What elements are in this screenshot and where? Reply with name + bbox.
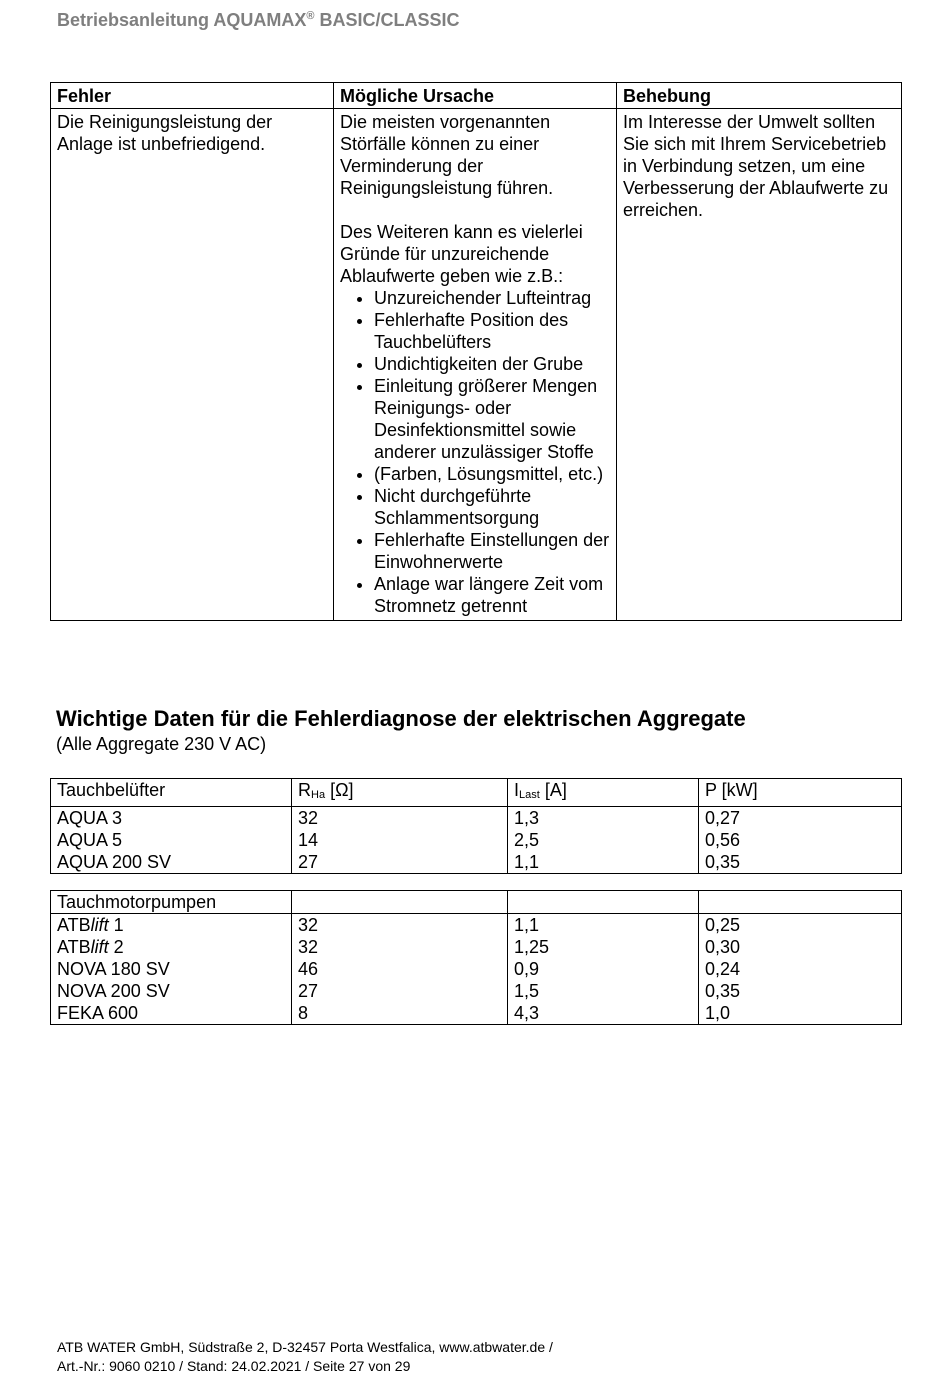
resistance-value: 32 <box>292 914 508 937</box>
pump-name <box>51 958 292 980</box>
column-header-remedy: Behebung <box>617 83 902 109</box>
footer-address: ATB WATER GmbH, Südstraße 2, D-32457 Porta Westfalica, www.atbwater.de / <box>57 1339 553 1355</box>
table-row <box>51 851 902 874</box>
empty-header-cell <box>508 891 699 914</box>
current-value: 1,1 <box>508 851 699 874</box>
current-value: 1,25 <box>508 936 699 958</box>
power-value: 0,30 <box>699 936 902 958</box>
remedy-cell <box>617 109 902 621</box>
pump-name-prefix: ATB <box>57 937 91 957</box>
pump-name-prefix: NOVA 180 SV <box>57 959 170 979</box>
pump-name <box>51 936 292 958</box>
current-unit: [A] <box>539 780 567 800</box>
current-value: 2,5 <box>508 829 699 851</box>
column-header-pump: Tauchmotorpumpen <box>51 891 292 914</box>
table-row <box>51 807 902 830</box>
empty-header-cell <box>292 891 508 914</box>
pump-name-suffix: 2 <box>108 937 124 957</box>
resistance-value: 27 <box>292 851 508 874</box>
pump-name <box>51 980 292 1002</box>
column-header-aerator: Tauchbelüfter <box>51 779 292 807</box>
cause-intro-text: Die meisten vorgenannten Störfälle können zu einer Verminderung der Reinigungsleistung führen. <box>340 112 554 198</box>
resistance-symbol: R <box>298 780 311 800</box>
resistance-value: 32 <box>292 936 508 958</box>
empty-header-cell <box>699 891 902 914</box>
page-footer <box>57 1338 553 1376</box>
cause-cell <box>334 109 617 621</box>
aerator-header-row <box>51 779 902 807</box>
current-subscript: Last <box>519 789 540 801</box>
power-value: 0,35 <box>699 980 902 1002</box>
current-value: 1,1 <box>508 914 699 937</box>
resistance-value: 27 <box>292 980 508 1002</box>
cause-list-item: • Fehlerhafte Position des Tauchbelüfters <box>374 309 610 353</box>
registered-mark: ® <box>306 10 315 22</box>
current-value: 0,9 <box>508 958 699 980</box>
table-row <box>51 914 902 937</box>
current-value: 4,3 <box>508 1002 699 1025</box>
resistance-unit: [Ω] <box>325 780 354 800</box>
column-header-current <box>508 779 699 807</box>
cause-list-item: • Unzureichender Lufteintrag <box>374 287 610 309</box>
resistance-value: 14 <box>292 829 508 851</box>
resistance-value: 8 <box>292 1002 508 1025</box>
power-value: 0,56 <box>699 829 902 851</box>
table-row <box>51 829 902 851</box>
pump-name <box>51 914 292 937</box>
pump-name-italic: lift <box>90 937 109 957</box>
footer-article-info: Art.-Nr.: 9060 0210 / Stand: 24.02.2021 / Seite 27 von 29 <box>57 1358 411 1374</box>
cause-list-item: • (Farben, Lösungsmittel, etc.) <box>374 463 610 485</box>
troubleshooting-header-row <box>51 83 902 109</box>
troubleshooting-table <box>50 82 902 621</box>
aerator-name: AQUA 5 <box>51 829 292 851</box>
cause-list-item: • Nicht durchgeführte Schlammentsorgung <box>374 485 610 529</box>
cause-list-item: • Anlage war längere Zeit vom Stromnetz getrennt <box>374 573 610 617</box>
pump-header-row <box>51 891 902 914</box>
column-header-cause: Mögliche Ursache <box>334 83 617 109</box>
power-value: 1,0 <box>699 1002 902 1025</box>
cause-list-item: • Einleitung größerer Mengen Reinigungs- oder Desinfektionsmittel sowie anderer unzulässiger Stoffe <box>374 375 610 463</box>
section-heading: Wichtige Daten für die Fehlerdiagnose der elektrischen Aggregate <box>56 706 746 731</box>
pump-name-prefix: NOVA 200 SV <box>57 981 170 1001</box>
column-header-power: P [kW] <box>699 779 902 807</box>
pump-name <box>51 1002 292 1025</box>
table-row <box>51 958 902 980</box>
header-title-suffix: BASIC/CLASSIC <box>314 10 460 30</box>
cause-more-text: Des Weiteren kann es vielerlei Gründe für unzureichende Ablaufwerte geben wie z.B.: <box>340 222 583 286</box>
fault-text: Die Reinigungsleistung der Anlage ist unbefriedigend. <box>57 112 273 154</box>
fault-cell <box>51 109 334 621</box>
pump-data-table <box>50 890 902 1025</box>
cause-list-item: • Fehlerhafte Einstellungen der Einwohnerwerte <box>374 529 610 573</box>
current-value: 1,5 <box>508 980 699 1002</box>
cause-list <box>340 287 610 617</box>
column-header-resistance <box>292 779 508 807</box>
resistance-subscript: Ha <box>311 789 326 801</box>
resistance-value: 32 <box>292 807 508 830</box>
aerator-data-table <box>50 778 902 874</box>
current-symbol: I <box>514 780 520 800</box>
column-header-fault: Fehler <box>51 83 334 109</box>
table-row <box>51 980 902 1002</box>
power-value: 0,25 <box>699 914 902 937</box>
power-value: 0,35 <box>699 851 902 874</box>
pump-name-italic: lift <box>90 915 109 935</box>
header-title-text: Betriebsanleitung AQUAMAX <box>57 10 307 30</box>
pump-name-prefix: ATB <box>57 915 91 935</box>
pump-name-prefix: FEKA 600 <box>57 1003 139 1023</box>
table-row <box>51 1002 902 1025</box>
aerator-name: AQUA 200 SV <box>51 851 292 874</box>
resistance-value: 46 <box>292 958 508 980</box>
remedy-text: Im Interesse der Umwelt sollten Sie sich mit Ihrem Servicebetrieb in Verbindung setzen, um eine Verbesserung der Ablaufwerte zu erreichen. <box>623 112 889 220</box>
current-value: 1,3 <box>508 807 699 830</box>
section-subheading: (Alle Aggregate 230 V AC) <box>56 734 267 754</box>
document-header-title <box>57 10 459 31</box>
cause-list-item: • Undichtigkeiten der Grube <box>374 353 610 375</box>
power-value: 0,24 <box>699 958 902 980</box>
pump-name-suffix: 1 <box>108 915 124 935</box>
troubleshooting-row <box>51 109 902 621</box>
table-row <box>51 936 902 958</box>
power-value: 0,27 <box>699 807 902 830</box>
aerator-name: AQUA 3 <box>51 807 292 830</box>
